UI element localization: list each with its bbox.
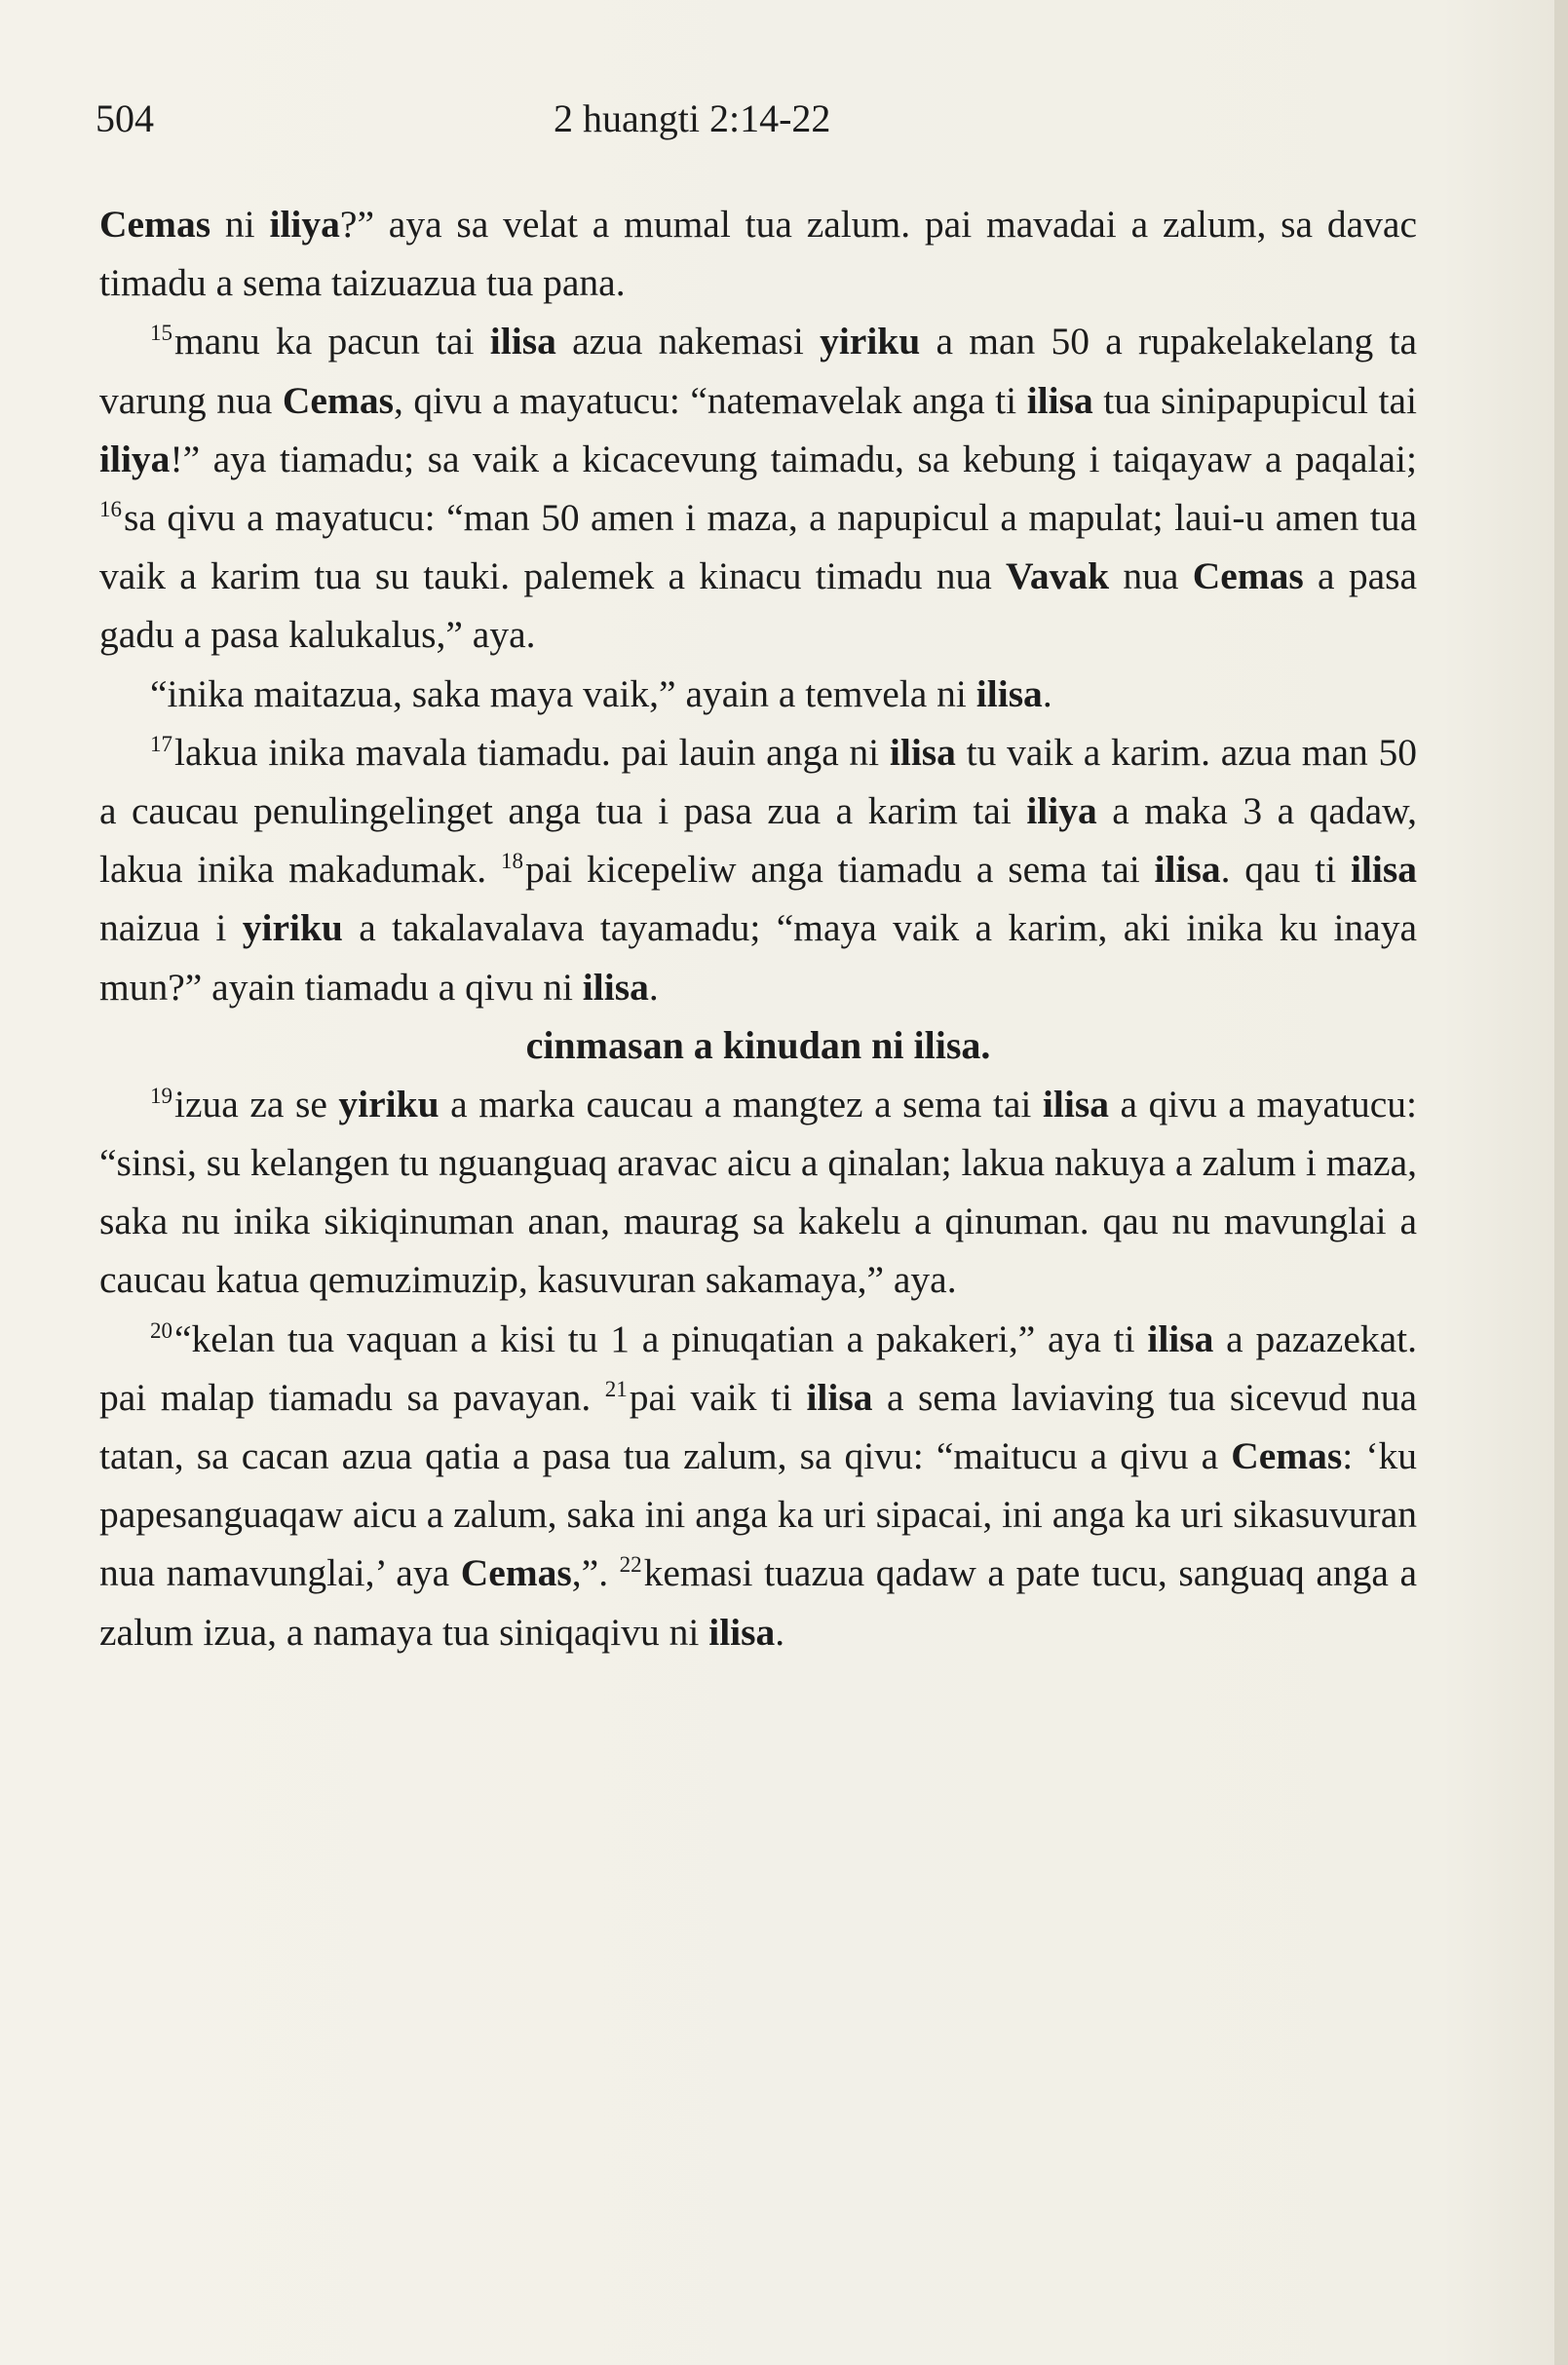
paragraph: $^{15}$manu ka pacun tai ilisa azua nakemasi yiriku a man 50 a rupakelakelang ta varung nua Cemas, qivu a mayatucu: “natemavelak anga ti ilisa tua sinipapupicul tai iliya!” aya tiamadu; sa vaik a kicacevung taimadu, sa kebung i taiqayaw a paqalai; $^{16}$sa qivu a mayatucu: “man 50 amen i maza, a napupicul a mapulat; laui-u amen tua vaik a karim tua su tauki. palemek a kinacu timadu nua Vavak nua Cemas a pasa gadu a pasa kalukalus,” aya. bbox=[99, 320, 1418, 657]
verse-number: 17 bbox=[150, 731, 172, 756]
verse-number: 20 bbox=[150, 1317, 172, 1343]
running-head-title: 2 huangti 2:14-22 bbox=[554, 96, 831, 140]
verse-number: 16 bbox=[99, 497, 122, 522]
verse-number: 15 bbox=[150, 321, 172, 346]
verse-number: 22 bbox=[619, 1552, 642, 1578]
verse-number: 21 bbox=[604, 1376, 628, 1401]
text-body bbox=[99, 195, 1417, 1661]
paragraph: $^{17}$lakua inika mavala tiamadu. pai lauin anga ni ilisa tu vaik a karim. azua man 50 a caucau penulingelinget anga tua i pasa zua a karim tai iliya a maka 3 a qadaw, lakua inika makadumak. $^{18}$pai kicepeliw anga tiamadu a sema tai ilisa. qau ti ilisa naizua i yiriku a takalavalava tayamadu; “maya vaik a karim, aki inika ku inaya mun?” ayain tiamadu a qivu ni ilisa. bbox=[99, 730, 1418, 1009]
paragraph: Cemas ni iliya?” aya sa velat a mumal tua zalum. pai mavadai a zalum, sa davac timadu a sema taizuazua tua pana. bbox=[99, 203, 1417, 305]
page-edge bbox=[1554, 0, 1568, 2365]
verse-number: 19 bbox=[150, 1083, 172, 1108]
paragraph: $^{20}$“kelan tua vaquan a kisi tu 1 a pinuqatian a pakakeri,” aya ti ilisa a pazazekat. pai malap tiamadu sa pavayan. $^{21}$pai vaik ti ilisa a sema laviaving tua sicevud nua tatan, sa cacan azua qatia a pasa tua zalum, sa qivu: “maitucu a qivu a Cemas: ‘ku papesanguaqaw aicu a zalum, saka ini anga ka uri sipacai, ini anga ka uri sikasuvuran nua namavunglai,’ aya Cemas,”. $^{22}$kemasi tuazua qadaw a pate tucu, sanguaq anga a zalum izua, a namaya tua siniqaqivu ni ilisa. bbox=[99, 1316, 1417, 1654]
verse-number: 18 bbox=[500, 849, 523, 874]
paragraph: “inika maitazua, saka maya vaik,” ayain a temvela ni ilisa. bbox=[150, 671, 1052, 715]
section-heading: cinmasan a kinudan ni ilisa. bbox=[525, 1022, 991, 1067]
page-number: 504 bbox=[96, 96, 154, 140]
running-header bbox=[96, 90, 1479, 148]
paragraph: $^{19}$izua za se yiriku a marka caucau a mangtez a sema tai ilisa a qivu a mayatucu: “sinsi, su kelangen tu nguanguaq aravac aicu a qinalan; lakua nakuya a zalum i maza, saka nu inika sikiqinuman anan, maurag sa kakelu a qinuman. qau nu mavunglai a caucau katua qemuzimuzip, kasuvuran sakamaya,” aya. bbox=[99, 1082, 1417, 1302]
